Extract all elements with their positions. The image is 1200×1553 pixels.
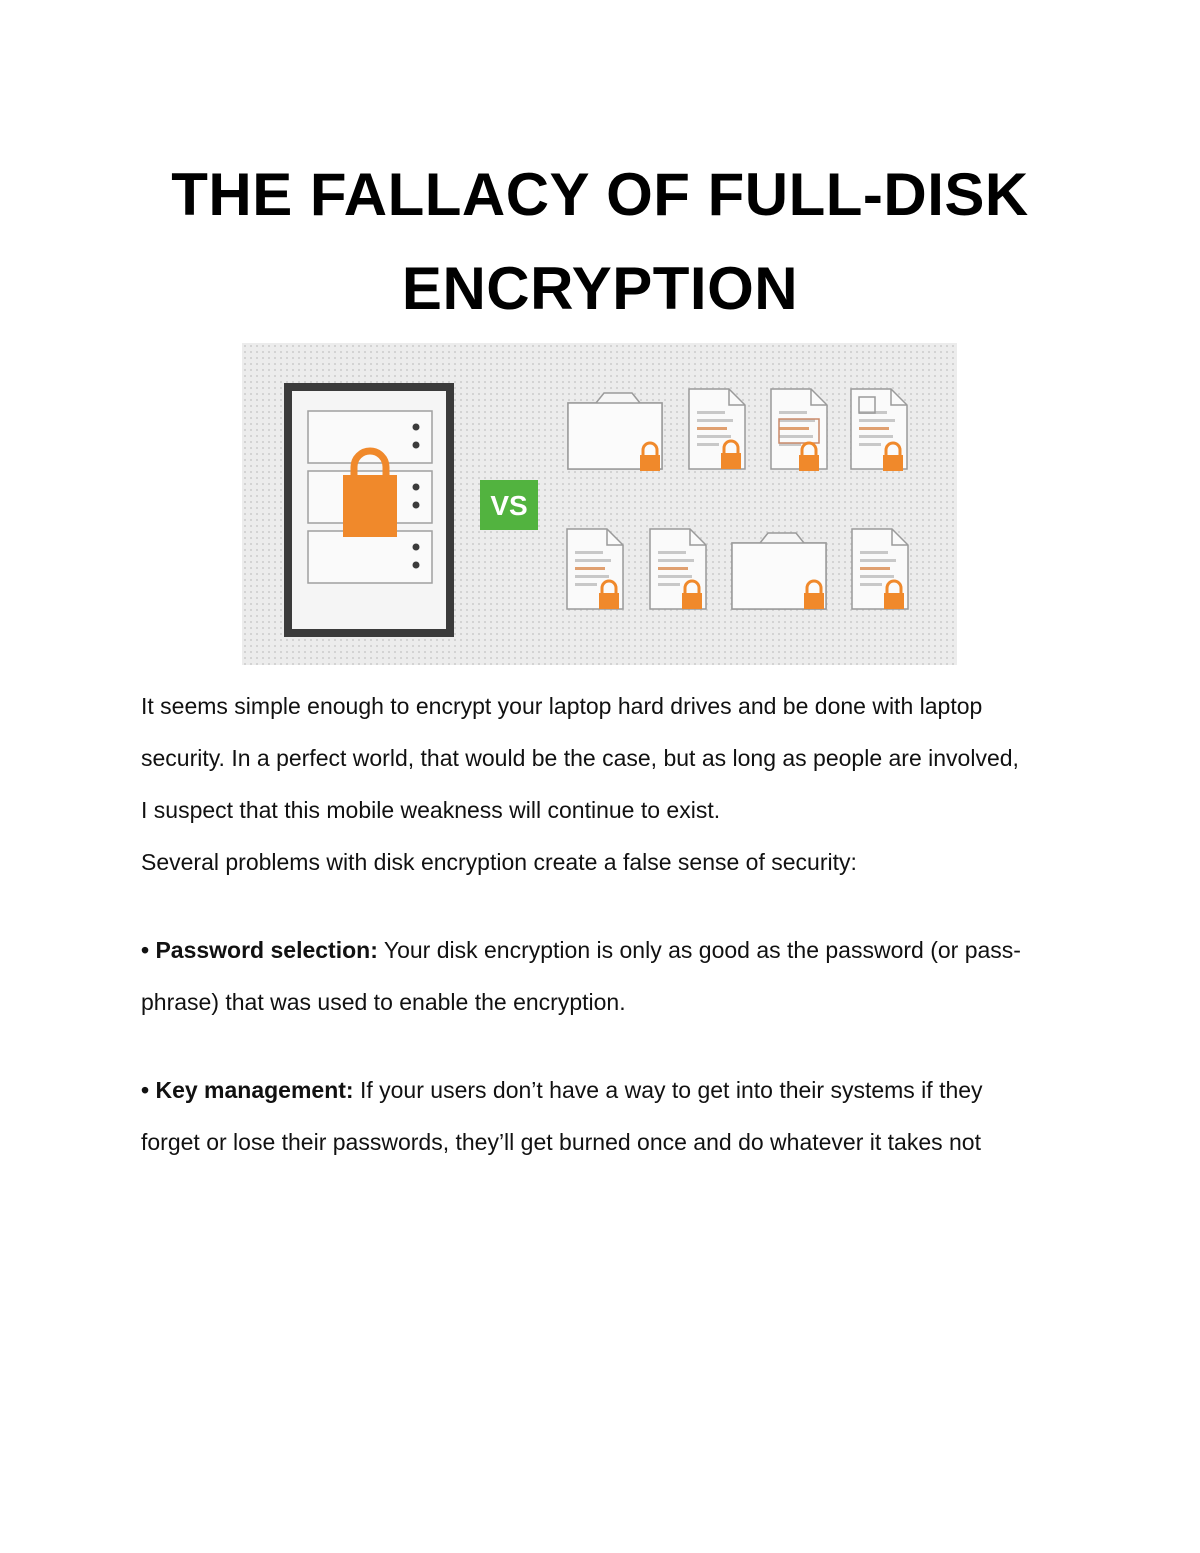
encryption-illustration [242,343,957,665]
bullet-text: Your disk encryption is only as good as the password (or pass- [377,937,1021,963]
vs-label: VS [490,490,528,521]
signed-document-icon [852,529,908,609]
folder-icon [568,393,662,471]
paragraph: phrase) that was used to enable the encryption. [141,989,626,1015]
title-line-2: ENCRYPTION [401,255,799,322]
document-icon [567,529,623,609]
document-icon [650,529,706,609]
spreadsheet-icon [771,389,827,471]
bullet-key-management [141,1072,1081,1108]
bullet-icon: • [141,1077,150,1103]
paragraph: security. In a perfect world, that would be the case, but as long as people are involved, [141,745,1019,771]
bullet-password-selection [141,932,1081,968]
folder-icon [732,533,826,609]
document-icon [689,389,745,469]
bullet-term: Password selection: [155,937,378,963]
bullet-icon: • [141,937,150,963]
paragraph: It seems simple enough to encrypt your laptop hard drives and be done with laptop [141,693,983,719]
paragraph: Several problems with disk encryption create a false sense of security: [141,849,857,875]
article-body [141,688,1081,1176]
paragraph: I suspect that this mobile weakness will continue to exist. [141,797,721,823]
paragraph: forget or lose their passwords, they’ll get burned once and do whatever it takes not [141,1129,981,1155]
bullet-term: Key management: [155,1077,354,1103]
title-line-1: THE FALLACY OF FULL-DISK [171,161,1029,228]
bullet-text: If your users don’t have a way to get into their systems if they [353,1077,983,1103]
id-card-document-icon [851,389,907,471]
page-title [0,148,1200,336]
vs-badge [480,480,538,530]
